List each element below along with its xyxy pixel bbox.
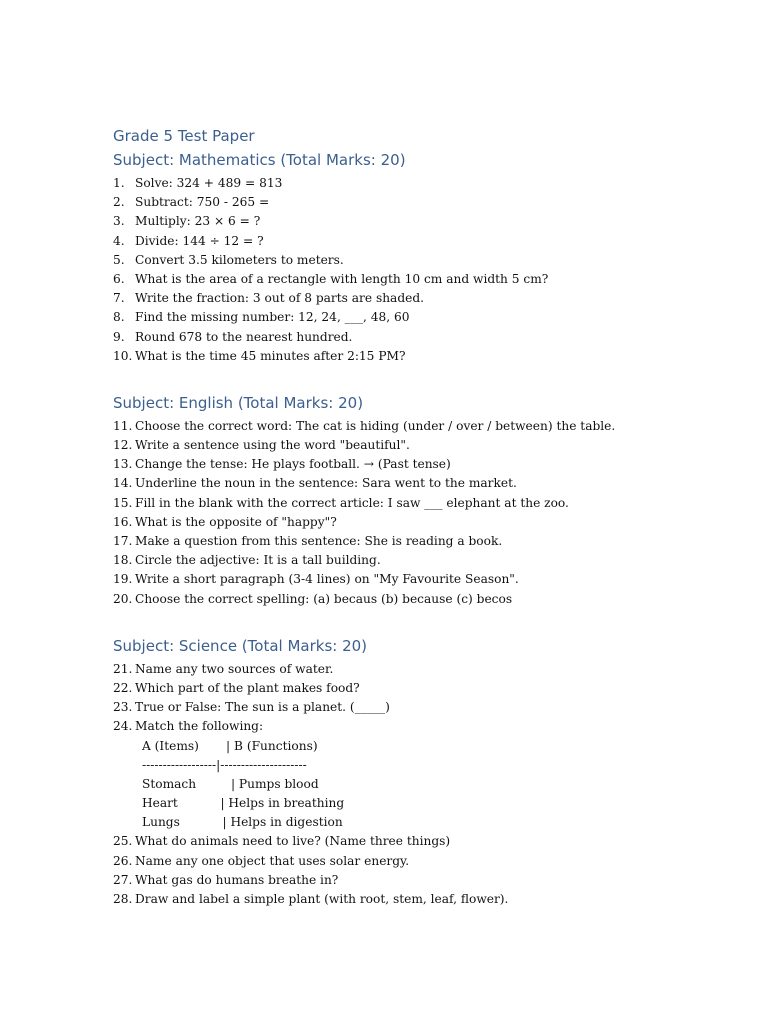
question-number: 3. (113, 214, 125, 229)
question-number: 23. (113, 700, 133, 715)
question-item (113, 474, 728, 493)
question-number: 25. (113, 834, 133, 849)
question-text: Which part of the plant makes food? (135, 680, 360, 695)
question-text: Find the missing number: 12, 24, ___, 48, 60 (135, 310, 410, 325)
question-item (113, 590, 728, 609)
section-spacer (113, 366, 728, 391)
match-table-row: Stomach | Pumps blood (142, 776, 319, 791)
question-item (113, 717, 728, 736)
question-text: Round 678 to the nearest hundred. (135, 329, 353, 344)
section-spacer (113, 609, 728, 634)
question-number: 1. (113, 176, 125, 190)
match-table-header: A (Items) | B (Functions) (142, 738, 318, 753)
question-text: Draw and label a simple plant (with root, stem, leaf, flower). (135, 892, 509, 906)
question-text: Match the following: (135, 719, 264, 734)
question-number: 9. (113, 329, 125, 344)
question-item (113, 852, 728, 871)
question-number: 5. (113, 252, 125, 267)
question-text: Write a short paragraph (3-4 lines) on "My Favourite Season". (135, 572, 519, 587)
question-item (113, 660, 728, 679)
match-table-row: Heart | Helps in breathing (142, 796, 345, 811)
question-item (113, 532, 728, 551)
question-item (113, 328, 728, 347)
question-text: True or False: The sun is a planet. (_____) (135, 700, 390, 715)
section-heading-english: Subject: English (Total Marks: 20) (113, 393, 364, 412)
question-number: 21. (113, 661, 133, 676)
question-text: Divide: 144 ÷ 12 = ? (135, 233, 264, 248)
question-item (113, 494, 728, 513)
question-number: 24. (113, 719, 133, 734)
question-list-english (113, 417, 728, 609)
section-english (113, 391, 728, 609)
question-item (113, 570, 728, 589)
question-number: 14. (113, 476, 133, 491)
question-item (113, 455, 728, 474)
question-number: 19. (113, 572, 133, 587)
question-text: What gas do humans breathe in? (135, 872, 339, 887)
question-item (113, 174, 728, 193)
question-number: 20. (113, 591, 133, 606)
question-number: 4. (113, 233, 125, 248)
question-text: Change the tense: He plays football. → (Past tense) (135, 457, 451, 472)
question-number: 26. (113, 853, 133, 868)
question-list-mathematics (113, 174, 728, 366)
match-table (113, 737, 728, 833)
section-heading-science: Subject: Science (Total Marks: 20) (113, 636, 368, 655)
question-number: 11. (113, 418, 133, 433)
section-science (113, 634, 728, 909)
question-text: Multiply: 23 × 6 = ? (135, 214, 261, 229)
question-item (113, 417, 728, 436)
question-number: 22. (113, 680, 133, 695)
question-item (113, 193, 728, 212)
question-number: 16. (113, 514, 133, 529)
question-item (113, 212, 728, 231)
question-item (113, 289, 728, 308)
question-text: Circle the adjective: It is a tall building. (135, 553, 381, 568)
question-item (113, 436, 728, 455)
question-text: Solve: 324 + 489 = 813 (135, 176, 283, 190)
question-item (113, 513, 728, 532)
question-number: 7. (113, 291, 125, 306)
question-number: 8. (113, 310, 125, 325)
match-table-row: Lungs | Helps in digestion (142, 815, 343, 830)
question-text: Name any two sources of water. (135, 661, 334, 676)
question-text: Convert 3.5 kilometers to meters. (135, 252, 344, 267)
question-item (113, 551, 728, 570)
question-number: 17. (113, 534, 133, 548)
question-text: What is the time 45 minutes after 2:15 PM? (135, 348, 406, 363)
question-number: 6. (113, 271, 125, 286)
question-item (113, 890, 728, 909)
question-number: 2. (113, 195, 125, 210)
match-table-divider: ------------------|--------------------- (142, 757, 307, 772)
question-text: Choose the correct word: The cat is hiding (under / over / between) the table. (135, 418, 616, 433)
question-number: 15. (113, 495, 133, 510)
question-item (113, 347, 728, 366)
question-number: 12. (113, 438, 133, 453)
question-item (113, 698, 728, 717)
question-text: Write the fraction: 3 out of 8 parts are shaded. (135, 291, 425, 306)
question-number: 13. (113, 457, 133, 472)
question-text: Choose the correct spelling: (a) becaus (b) because (c) becos (135, 591, 513, 606)
question-text: What do animals need to live? (Name three things) (135, 834, 451, 849)
question-text: What is the opposite of "happy"? (135, 514, 337, 529)
question-item (113, 832, 728, 851)
question-text: Make a question from this sentence: She is reading a book. (135, 534, 503, 548)
question-number: 28. (113, 892, 133, 906)
question-item (113, 308, 728, 327)
question-list-science (113, 660, 728, 737)
question-item (113, 251, 728, 270)
section-mathematics (113, 148, 728, 366)
question-text: Fill in the blank with the correct article: I saw ___ elephant at the zoo. (135, 495, 569, 510)
question-item (113, 270, 728, 289)
question-list-science-continued (113, 832, 728, 909)
paper-title: Grade 5 Test Paper (113, 127, 255, 145)
question-number: 18. (113, 553, 133, 568)
question-text: Underline the noun in the sentence: Sara went to the market. (135, 476, 517, 491)
question-item (113, 871, 728, 890)
question-text: Name any one object that uses solar energy. (135, 853, 410, 868)
question-number: 27. (113, 872, 133, 887)
question-item (113, 679, 728, 698)
section-heading-mathematics: Subject: Mathematics (Total Marks: 20) (113, 151, 406, 169)
question-text: Write a sentence using the word "beautiful". (135, 438, 410, 453)
question-item (113, 232, 728, 251)
question-number: 10. (113, 348, 133, 363)
question-text: What is the area of a rectangle with length 10 cm and width 5 cm? (135, 271, 549, 286)
question-text: Subtract: 750 - 265 = (135, 195, 270, 210)
